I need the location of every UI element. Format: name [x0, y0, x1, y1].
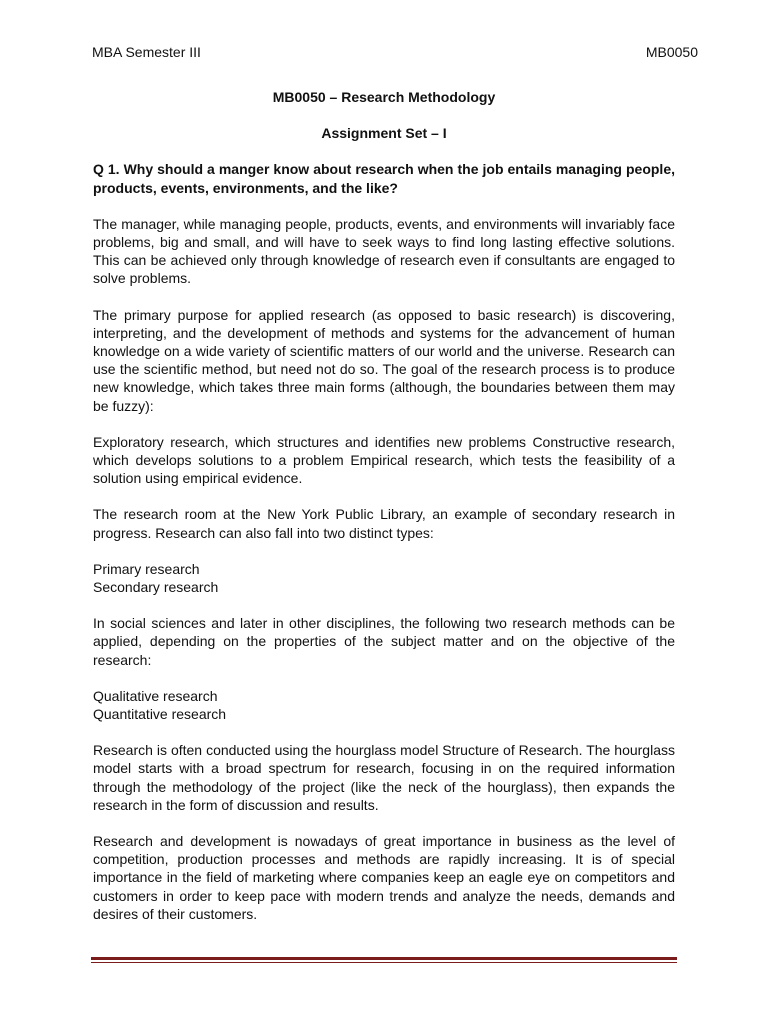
document-body [93, 88, 675, 923]
document-title: MB0050 – Research Methodology [272, 89, 496, 105]
paragraph-manager: The manager, while managing people, products, events, and environments will invariably face problems, big and small, and will have to seek ways to find long lasting effective solutions. This can be achieved only through knowledge of research even if consultants are engaged to solve problems. [93, 215, 675, 287]
list-item: Secondary research [93, 579, 219, 596]
list-item: Quantitative research [93, 706, 227, 723]
paragraph-library: The research room at the New York Public Library, an example of secondary research in progress. Research can also fall into two distinct types: [93, 506, 675, 541]
header-code: MB0050 [645, 44, 698, 60]
header-course: MBA Semester III [92, 44, 201, 60]
paragraph-rd: Research and development is nowadays of great importance in business as the level of competition, production processes and methods are rapidly increasing. It is of special importance in the field of marketing where companies keep an eagle eye on competitors and customers in order to keep pace with modern trends and analyze the needs, demands and desires of their customers. [93, 833, 675, 922]
footer-rule [91, 957, 677, 960]
research-methods-list [93, 687, 675, 723]
research-types-list [93, 560, 675, 596]
paragraph-hourglass: Research is often conducted using the hourglass model Structure of Research. The hourglass model starts with a broad spectrum for research, focusing in on the required information through the methodology of the project (like the neck of the hourglass), then expands the research in the form of discussion and results. [93, 742, 675, 813]
question-heading: Q 1. Why should a manger know about research when the job entails managing people, products, events, environments, and the like? [93, 161, 675, 196]
list-item: Qualitative research [93, 687, 218, 704]
footer-rule-thin [91, 962, 677, 963]
paragraph-research-forms: Exploratory research, which structures and identifies new problems Constructive research, which develops solutions to a problem Empirical research, which tests the feasibility of a solution using empirical evidence. [93, 433, 675, 487]
assignment-subtitle: Assignment Set – I [321, 125, 447, 142]
paragraph-applied-research: The primary purpose for applied research (as opposed to basic research) is discovering, interpreting, and the development of methods and systems for the advancement of human knowledge on a wide variety of scientific matters of our world and the universe. Research can use the scientific method, but need not do so. The goal of the research process is to produce new knowledge, which takes three main forms (although, the boundaries between them may be fuzzy): [93, 306, 675, 414]
paragraph-methods: In social sciences and later in other disciplines, the following two research methods can be applied, depending on the properties of the subject matter and on the objective of the research: [93, 615, 675, 668]
list-item: Primary research [93, 560, 200, 577]
